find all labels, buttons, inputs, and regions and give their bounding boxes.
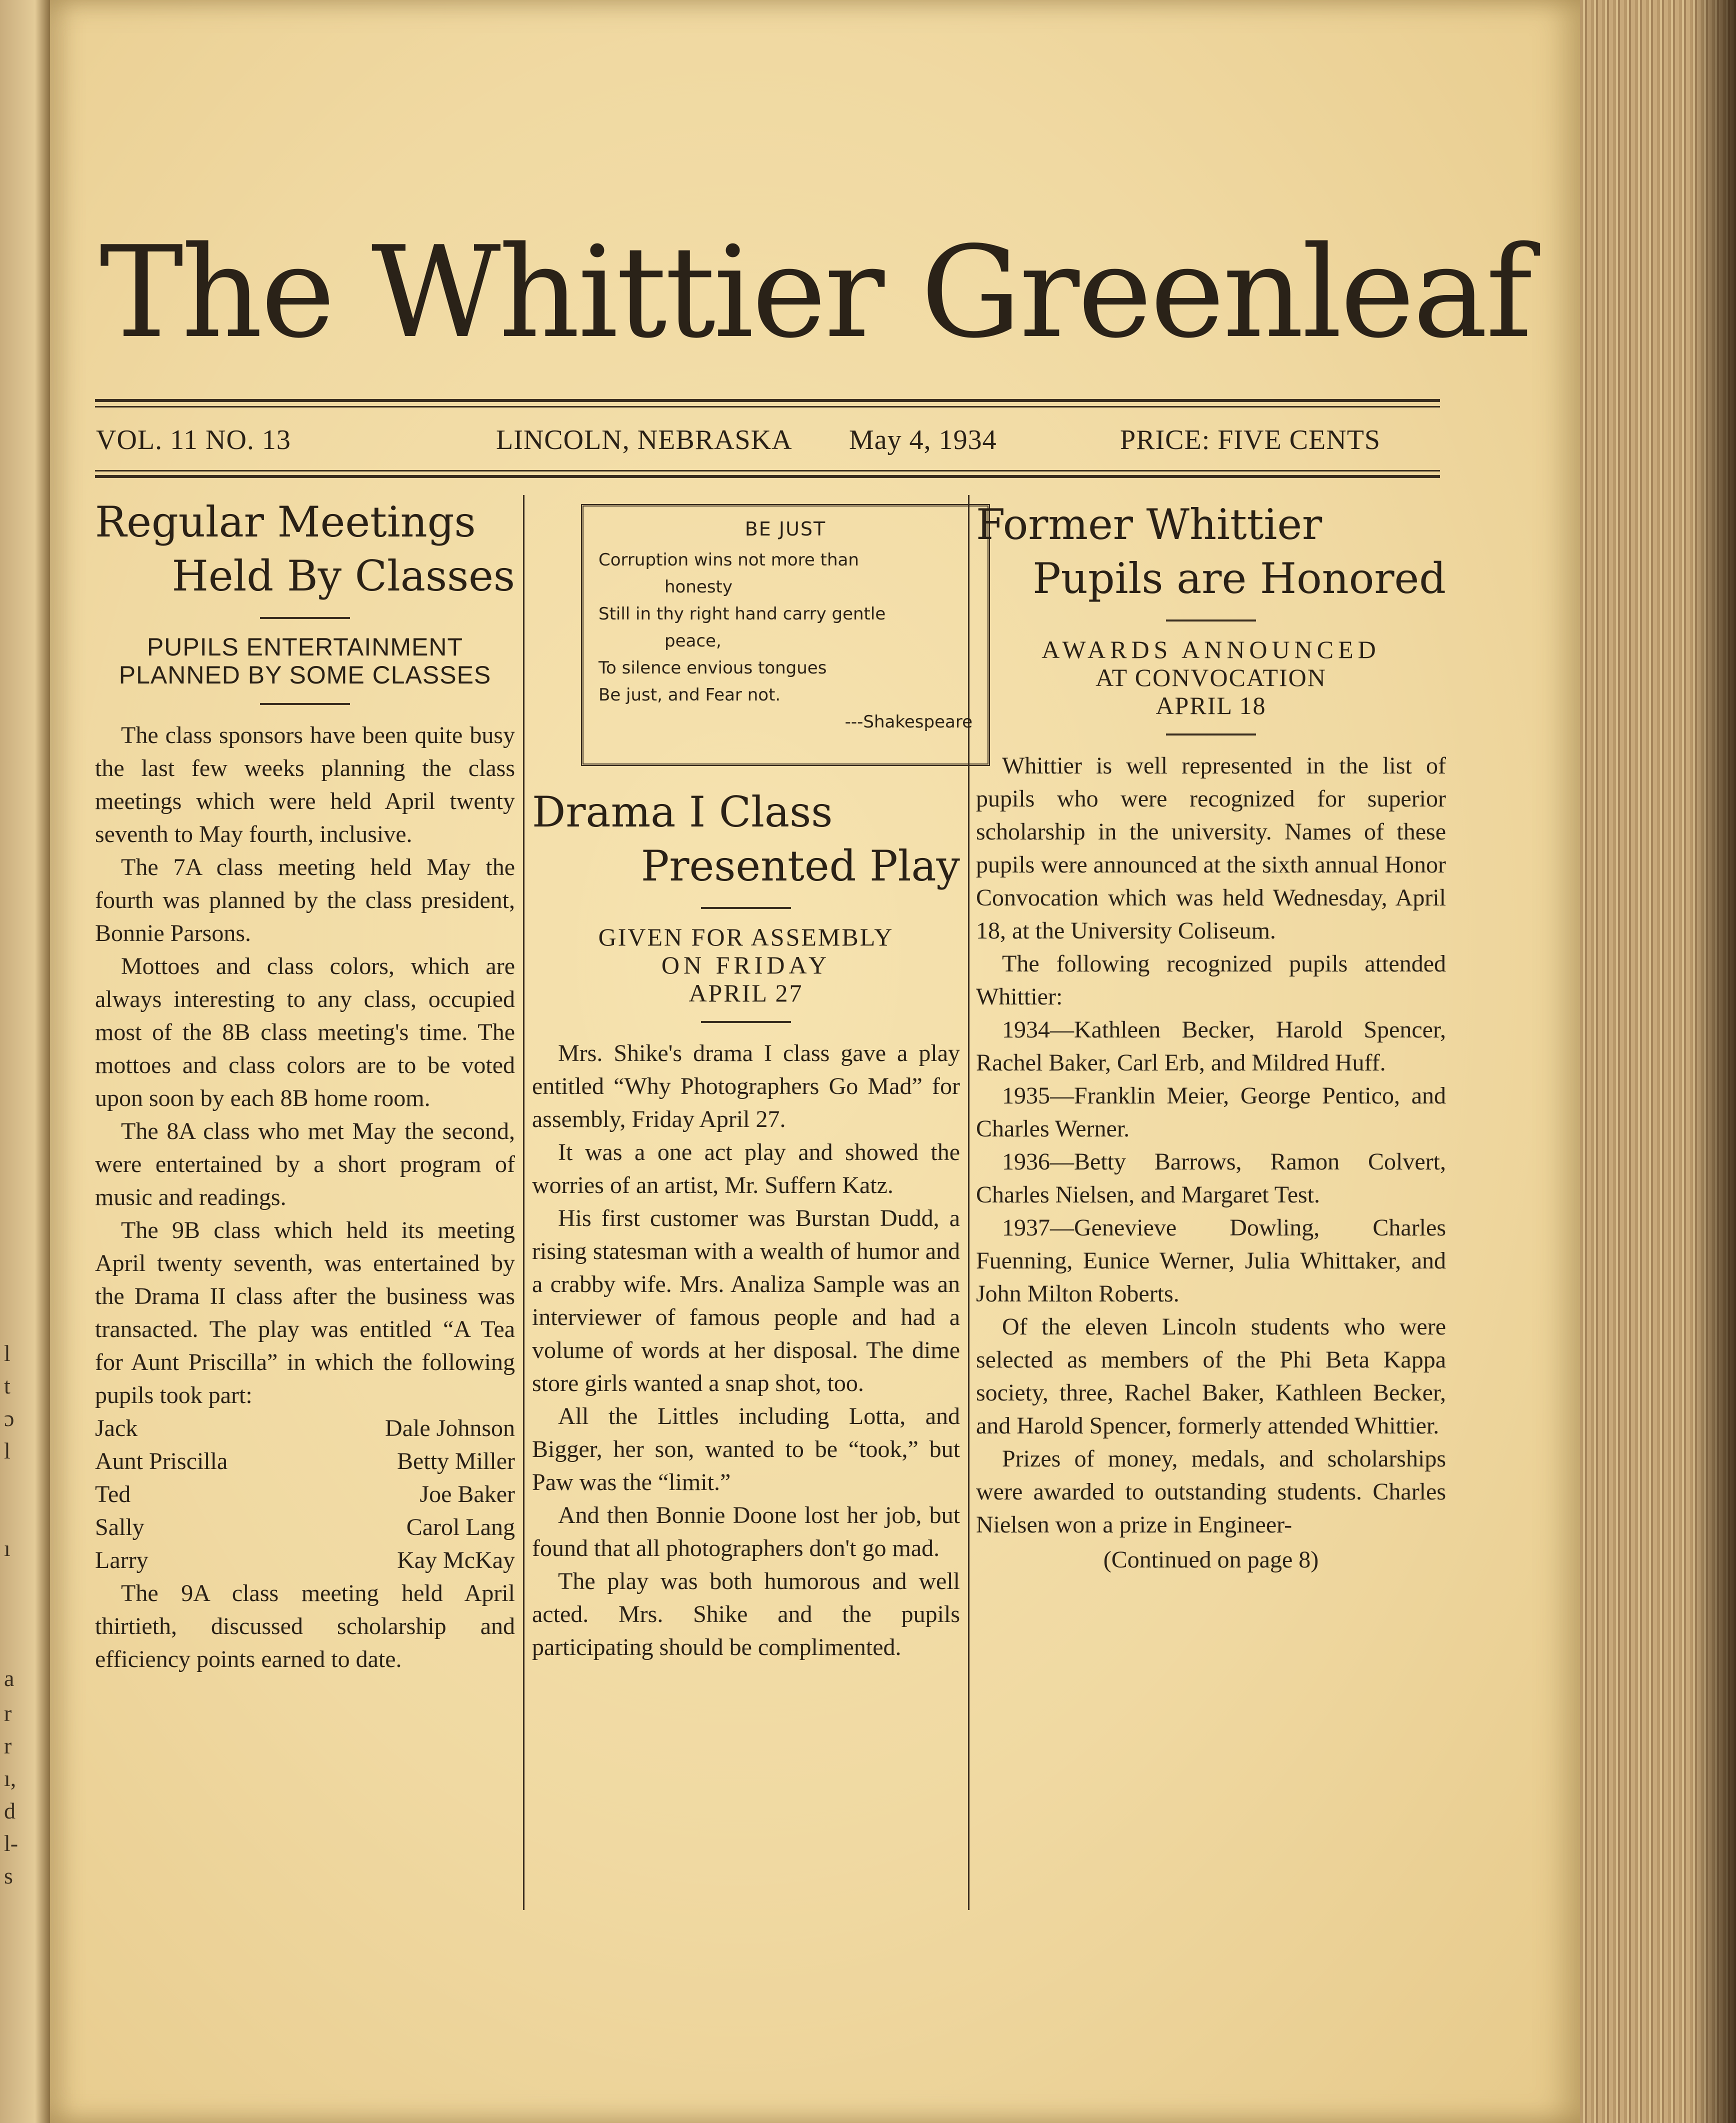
neighbor-text-fragment: r [4, 1700, 12, 1726]
neighbor-text-fragment: ı [4, 1536, 10, 1561]
neighbor-text-fragment: ɔ [4, 1406, 14, 1431]
cast-actor: Dale Johnson [385, 1415, 515, 1442]
cast-role: Ted [95, 1481, 131, 1508]
article-former-pupils [976, 498, 1446, 1576]
article-subhead: AWARDS ANNOUNCED [1042, 636, 1380, 664]
poem-box [581, 504, 990, 766]
masthead-title: The Whittier Greenleaf [100, 220, 1530, 366]
article-paragraph: His first customer was Burstan Dudd, a rising statesman with a wealth of humor and a crabby wife. Mrs. Analiza Sample was an interviewer of famous people and had a volume of words at her disposal. The dime store girls wanted a snap shot, too. [532, 1205, 960, 1396]
cast-role: Aunt Priscilla [95, 1448, 228, 1474]
article-paragraph: The 8A class who met May the second, were entertained by a short program of music and readings. [95, 1118, 515, 1210]
cast-row [95, 1544, 515, 1577]
cast-role: Larry [95, 1547, 148, 1574]
cast-list [95, 1412, 515, 1577]
neighbor-text-fragment: d [4, 1798, 16, 1824]
article-paragraph: It was a one act play and showed the worries of an artist, Mr. Suffern Katz. [532, 1139, 960, 1198]
article-paragraph: All the Littles including Lotta, and Bigger, her son, wanted to be “took,” but Paw was the “limit.” [532, 1403, 960, 1496]
article-subhead: AT CONVOCATION [1096, 664, 1326, 692]
neighbor-text-fragment: a [4, 1666, 14, 1691]
masthead-rule-bottom [95, 475, 1440, 478]
article-regular-meetings [95, 495, 515, 1676]
cast-actor: Joe Baker [420, 1481, 515, 1508]
headline-rule [260, 617, 350, 619]
article-paragraph: The 9B class which held its meeting April twenty seventh, was entertained by the Drama II class after the business was transacted. The play was entitled “A Tea for Aunt Priscilla” in which the following pupils took part: [95, 1217, 515, 1408]
article-drama-class [532, 785, 960, 1664]
cast-row [95, 1478, 515, 1511]
column-divider [523, 495, 524, 1910]
article-paragraph: 1934—Kathleen Becker, Harold Spencer, Rachel Baker, Carl Erb, and Mildred Huff. [976, 1016, 1446, 1076]
article-subhead: GIVEN FOR ASSEMBLY [598, 923, 894, 951]
masthead-rule-top-thin [95, 406, 1440, 408]
headline-rule [1166, 620, 1256, 622]
newspaper-page [50, 0, 1580, 2123]
article-paragraph: The 7A class meeting held May the fourth was planned by the class president, Bonnie Parsons. [95, 854, 515, 946]
cast-row [95, 1412, 515, 1445]
book-page-edges [1580, 0, 1736, 2123]
article-paragraph: The play was both humorous and well acted. Mrs. Shike and the pupils participating should be complimented. [532, 1568, 960, 1660]
neighbor-text-fragment: ı, [4, 1766, 16, 1791]
masthead-rule-top [95, 399, 1440, 402]
article-headline: Regular Meetings [95, 498, 476, 546]
article-headline: Held By Classes [172, 552, 515, 600]
article-paragraph: Prizes of money, medals, and scholarships were awarded to outstanding students. Charles Nielsen won a prize in Engineer- [976, 1446, 1446, 1538]
article-paragraph: The following recognized pupils attended Whittier: [976, 950, 1446, 1010]
cast-row [95, 1445, 515, 1478]
article-paragraph: 1936—Betty Barrows, Ramon Colvert, Charles Nielsen, and Margaret Test. [976, 1148, 1446, 1208]
neighbor-text-fragment: r [4, 1733, 12, 1758]
cast-role: Jack [95, 1415, 138, 1442]
neighbor-page-edge [0, 0, 50, 2123]
neighbor-text-fragment: l- [4, 1830, 18, 1856]
continued-note: (Continued on page 8) [1103, 1546, 1319, 1573]
price-line: PRICE: FIVE CENTS [1120, 424, 1381, 456]
article-subhead: ON FRIDAY [661, 951, 831, 979]
place-line: LINCOLN, NEBRASKA [496, 424, 792, 456]
poem-line: Be just, and Fear not. [598, 685, 781, 705]
neighbor-text-fragment: l [4, 1340, 10, 1366]
article-headline: Pupils are Honored [1032, 554, 1446, 603]
cast-actor: Carol Lang [406, 1514, 515, 1540]
poem-line: Still in thy right hand carry gentle [598, 604, 886, 624]
article-paragraph: The 9A class meeting held April thirtieth, discussed scholarship and efficiency points earned to date. [95, 1580, 515, 1672]
article-paragraph: 1935—Franklin Meier, George Pentico, and Charles Werner. [976, 1082, 1446, 1142]
poem-line: Corruption wins not more than [598, 550, 859, 570]
article-subhead: PUPILS ENTERTAINMENT PLANNED BY SOME CLASSES [118, 633, 492, 689]
subhead-rule [260, 703, 350, 705]
neighbor-text-fragment: t [4, 1373, 10, 1398]
article-paragraph: Mrs. Shike's drama I class gave a play entitled “Why Photographers Go Mad” for assembly, Friday April 27. [532, 1040, 960, 1132]
article-headline: Former Whittier [976, 500, 1322, 549]
neighbor-text-fragment: s [4, 1863, 13, 1888]
cast-actor: Kay McKay [397, 1547, 515, 1574]
article-paragraph: And then Bonnie Doone lost her job, but found that all photographers don't go mad. [532, 1502, 960, 1562]
article-subhead: APRIL 27 [688, 979, 804, 1007]
poem-title: BE JUST [744, 518, 826, 540]
masthead-rule-bottom-thin [95, 470, 1440, 472]
cast-role: Sally [95, 1514, 144, 1540]
poem-line: honesty [664, 577, 732, 597]
poem-attribution: ---Shakespeare [844, 712, 972, 732]
cast-actor: Betty Miller [397, 1448, 515, 1474]
article-paragraph: Mottoes and class colors, which are always interesting to any class, occupied most of the 8B class meeting's time. The mottoes and class colors are to be voted upon soon by each 8B home room. [95, 953, 515, 1112]
article-paragraph: Whittier is well represented in the list of pupils who were recognized for superior scholarship in the university. Names of these pupils were announced at the sixth annual Honor Convocation which was held Wednesday, April 18, at the University Coliseum. [976, 752, 1446, 944]
article-paragraph: 1937—Genevieve Dowling, Charles Fuenning, Eunice Werner, Julia Whittaker, and John Milton Roberts. [976, 1214, 1446, 1307]
poem-line: To silence envious tongues [598, 658, 827, 678]
poem-line: peace, [664, 631, 722, 651]
volume-number: VOL. 11 NO. 13 [96, 424, 291, 456]
article-headline: Drama I Class [532, 788, 833, 836]
article-paragraph: Of the eleven Lincoln students who were selected as members of the Phi Beta Kappa society, three, Rachel Baker, Kathleen Becker, and Harold Spencer, formerly attended Whittier. [976, 1314, 1446, 1439]
cast-row [95, 1511, 515, 1544]
headline-rule [701, 907, 791, 909]
issue-date: May 4, 1934 [849, 424, 997, 456]
neighbor-text-fragment: l [4, 1438, 10, 1464]
subhead-rule [1166, 734, 1256, 736]
subhead-rule [701, 1021, 791, 1023]
article-paragraph: The class sponsors have been quite busy the last few weeks planning the class meetings which were held April twenty seventh to May fourth, inclusive. [95, 722, 515, 848]
article-headline: Presented Play [640, 842, 960, 890]
article-subhead: APRIL 18 [1156, 692, 1266, 720]
